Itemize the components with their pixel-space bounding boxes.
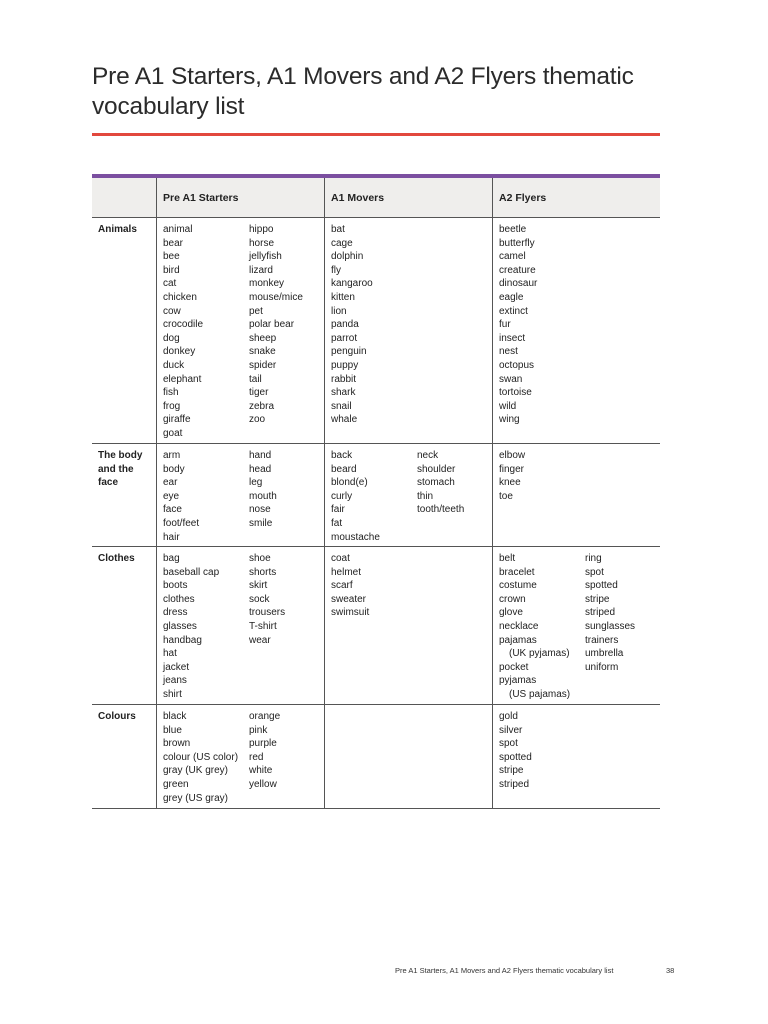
vocab-word: crown — [499, 593, 526, 605]
table-row — [92, 218, 660, 444]
vocab-word: insect — [499, 332, 526, 344]
starters-cell — [157, 218, 325, 443]
vocab-word: uniform — [585, 661, 619, 673]
vocab-word: yellow — [249, 778, 277, 790]
vocab-word: beard — [331, 463, 357, 475]
vocab-word: sunglasses — [585, 620, 636, 632]
vocab-word: stripe — [499, 765, 524, 777]
vocab-word: pyjamas — [499, 675, 537, 687]
vocab-word: bear — [163, 237, 184, 249]
vocab-word: knee — [499, 477, 521, 489]
vocab-word: body — [163, 463, 185, 475]
vocab-word: duck — [163, 359, 185, 371]
vocab-word: mouth — [249, 490, 277, 502]
vocab-word: eagle — [499, 291, 524, 303]
vocab-word: gray (UK grey) — [163, 765, 229, 777]
word-column — [499, 710, 585, 802]
vocab-word: fly — [331, 264, 341, 276]
vocab-word: mouse/mice — [249, 291, 303, 303]
vocab-word: arm — [163, 450, 181, 461]
vocab-word: hat — [163, 648, 177, 660]
vocab-word: pajamas — [499, 634, 537, 646]
vocab-word: tail — [249, 373, 262, 385]
vocab-word: shark — [331, 387, 356, 399]
header-movers: A1 Movers — [325, 178, 493, 217]
flyers-cell — [493, 444, 660, 546]
vocab-word: bird — [163, 264, 180, 276]
word-column — [331, 223, 417, 437]
vocab-word: green — [163, 778, 189, 790]
vocab-word: coat — [331, 553, 350, 564]
vocab-word: jellyfish — [249, 251, 282, 263]
vocab-word: bag — [163, 553, 180, 564]
vocab-word: frog — [163, 400, 181, 412]
vocab-word: dress — [163, 607, 188, 619]
vocab-word: smile — [249, 517, 273, 529]
vocab-word: sweater — [331, 593, 367, 605]
vocab-word: goat — [163, 427, 183, 439]
title-rule — [92, 133, 660, 136]
theme-label: Animals — [92, 218, 157, 443]
vocab-word: sock — [249, 593, 270, 605]
vocab-word: jeans — [163, 675, 187, 687]
vocab-word: back — [331, 450, 353, 461]
word-column — [499, 552, 585, 698]
vocab-word: hippo — [249, 224, 274, 235]
vocab-word: polar bear — [249, 319, 295, 331]
theme-label: Colours — [92, 705, 157, 808]
vocab-word: animal — [163, 224, 193, 235]
word-column — [163, 710, 249, 802]
vocab-word: necklace — [499, 620, 539, 632]
page-number: 38 — [666, 966, 675, 975]
header-starters: Pre A1 Starters — [157, 178, 325, 217]
table-row — [92, 547, 660, 705]
vocab-word: parrot — [331, 332, 358, 344]
vocab-word: giraffe — [163, 414, 191, 426]
word-column — [499, 223, 585, 437]
vocab-word: bee — [163, 251, 180, 263]
word-column — [331, 552, 417, 698]
vocab-word: curly — [331, 490, 353, 502]
vocab-word: spider — [249, 359, 277, 371]
vocab-word: shoe — [249, 553, 271, 564]
vocab-word: panda — [331, 319, 359, 331]
vocab-word: colour (US color) — [163, 751, 239, 763]
vocab-word: shorts — [249, 566, 277, 578]
vocab-word: brown — [163, 738, 191, 750]
vocab-word: T-shirt — [249, 620, 277, 632]
vocab-word: lion — [331, 305, 347, 317]
vocab-word: pet — [249, 305, 263, 317]
vocab-word: (US pajamas) — [509, 688, 571, 700]
vocab-word: finger — [499, 463, 525, 475]
vocab-word: red — [249, 751, 264, 763]
vocab-word: clothes — [163, 593, 195, 605]
vocab-word: thin — [417, 490, 434, 502]
word-column — [585, 552, 671, 698]
vocab-word: bracelet — [499, 566, 535, 578]
vocab-word: pink — [249, 724, 268, 736]
vocab-word: spotted — [585, 580, 618, 592]
movers-cell — [325, 705, 493, 808]
vocab-word: orange — [249, 711, 281, 722]
vocab-word: boots — [163, 580, 188, 592]
vocab-word: blond(e) — [331, 477, 368, 489]
movers-cell — [325, 218, 493, 443]
vocab-word: tortoise — [499, 387, 532, 399]
vocab-word: nose — [249, 504, 271, 516]
vocab-word: sheep — [249, 332, 277, 344]
starters-cell — [157, 705, 325, 808]
vocab-word: neck — [417, 450, 439, 461]
vocab-word: puppy — [331, 359, 359, 371]
vocab-word: cow — [163, 305, 181, 317]
vocab-word: pocket — [499, 661, 529, 673]
vocab-word: spotted — [499, 751, 532, 763]
vocab-word: crocodile — [163, 319, 204, 331]
vocab-word: white — [249, 765, 273, 777]
vocab-word: snail — [331, 400, 352, 412]
vocab-word: hand — [249, 450, 272, 461]
vocab-word: helmet — [331, 566, 362, 578]
vocab-word: creature — [499, 264, 536, 276]
vocab-word: kitten — [331, 291, 355, 303]
vocab-word: snake — [249, 346, 276, 358]
vocab-word: zebra — [249, 400, 275, 412]
vocab-word: cage — [331, 237, 353, 249]
theme-label: Clothes — [92, 547, 157, 704]
vocab-word: tiger — [249, 387, 269, 399]
vocab-word: extinct — [499, 305, 528, 317]
vocab-word: butterfly — [499, 237, 535, 249]
vocab-word: ring — [585, 553, 602, 564]
vocab-word: monkey — [249, 278, 285, 290]
word-column — [249, 223, 335, 437]
word-column — [249, 552, 335, 698]
vocab-word: whale — [331, 414, 358, 426]
page-title: Pre A1 Starters, A1 Movers and A2 Flyers thematic vocabulary list — [92, 63, 634, 120]
vocab-word: gold — [499, 711, 518, 722]
vocab-word: shirt — [163, 688, 182, 700]
vocab-word: swimsuit — [331, 607, 370, 619]
vocab-word: cat — [163, 278, 177, 290]
vocab-word: camel — [499, 251, 526, 263]
table-row — [92, 444, 660, 547]
vocab-word: belt — [499, 553, 516, 564]
vocab-word: baseball cap — [163, 566, 220, 578]
table-header-row — [92, 178, 660, 218]
vocab-word: silver — [499, 724, 523, 736]
vocab-word: purple — [249, 738, 277, 750]
starters-cell — [157, 444, 325, 546]
vocab-word: octopus — [499, 359, 535, 371]
vocab-word: skirt — [249, 580, 268, 592]
vocab-word: hair — [163, 531, 180, 543]
vocab-word: stomach — [417, 477, 455, 489]
vocab-word: spot — [499, 738, 518, 750]
vocab-word: penguin — [331, 346, 367, 358]
vocab-word: striped — [585, 607, 616, 619]
vocab-word: donkey — [163, 346, 196, 358]
vocab-word: elephant — [163, 373, 202, 385]
vocab-word: swan — [499, 373, 523, 385]
vocab-word: blue — [163, 724, 182, 736]
vocab-word: chicken — [163, 291, 197, 303]
vocab-word: lizard — [249, 264, 273, 276]
word-column — [249, 449, 335, 540]
vocab-word: trainers — [585, 634, 619, 646]
vocab-word: zoo — [249, 414, 266, 426]
vocab-word: moustache — [331, 531, 380, 543]
header-flyers: A2 Flyers — [499, 192, 547, 204]
vocab-word: leg — [249, 477, 263, 489]
vocab-word: umbrella — [585, 648, 624, 660]
word-column — [163, 449, 249, 543]
word-column — [331, 449, 417, 543]
vocab-word: jacket — [163, 661, 190, 673]
vocab-word: rabbit — [331, 373, 357, 385]
word-column — [417, 449, 503, 540]
vocab-word: fur — [499, 319, 511, 331]
vocab-word: kangaroo — [331, 278, 373, 290]
vocab-word: toe — [499, 490, 513, 502]
vocab-word: striped — [499, 778, 530, 790]
vocab-word: fair — [331, 504, 345, 516]
vocab-word: ear — [163, 477, 178, 489]
word-column — [163, 552, 249, 698]
vocab-word: spot — [585, 566, 604, 578]
vocab-word: bat — [331, 224, 345, 235]
vocab-word: foot/feet — [163, 517, 200, 529]
vocab-word: nest — [499, 346, 518, 358]
header-theme-cell — [92, 178, 157, 217]
starters-cell — [157, 547, 325, 704]
vocab-word: stripe — [585, 593, 610, 605]
vocab-word: wild — [499, 400, 517, 412]
footer-title: Pre A1 Starters, A1 Movers and A2 Flyers thematic vocabulary list — [395, 966, 614, 975]
vocab-word: fish — [163, 387, 179, 399]
vocab-word: face — [163, 504, 182, 516]
vocab-word: dog — [163, 332, 180, 344]
vocab-word: eye — [163, 490, 180, 502]
vocab-word: handbag — [163, 634, 202, 646]
vocab-word: dolphin — [331, 251, 364, 263]
table-row — [92, 705, 660, 809]
vocab-word: elbow — [499, 450, 526, 461]
vocab-word: fat — [331, 517, 343, 529]
word-column — [249, 710, 335, 802]
vocabulary-table — [92, 174, 660, 809]
movers-cell — [325, 444, 493, 546]
vocab-word: dinosaur — [499, 278, 538, 290]
vocab-word: glasses — [163, 620, 197, 632]
vocab-word: horse — [249, 237, 275, 249]
flyers-cell — [493, 705, 660, 808]
vocab-word: scarf — [331, 580, 353, 592]
movers-cell — [325, 547, 493, 704]
theme-label: The body and the face — [92, 444, 157, 546]
vocab-word: glove — [499, 607, 523, 619]
word-column — [163, 223, 249, 437]
flyers-cell — [493, 547, 660, 704]
vocab-word: head — [249, 463, 272, 475]
vocab-word: wear — [249, 634, 271, 646]
word-column — [499, 449, 585, 540]
vocab-word: shoulder — [417, 463, 456, 475]
table-body — [92, 218, 660, 809]
vocab-word: trousers — [249, 607, 286, 619]
vocab-word: beetle — [499, 224, 527, 235]
vocab-word: wing — [499, 414, 520, 426]
vocab-word: tooth/teeth — [417, 504, 465, 516]
vocab-word: (UK pyjamas) — [509, 648, 570, 660]
vocab-word: black — [163, 711, 187, 722]
flyers-cell — [493, 218, 660, 443]
vocab-word: grey (US gray) — [163, 792, 229, 804]
vocab-word: costume — [499, 580, 537, 592]
